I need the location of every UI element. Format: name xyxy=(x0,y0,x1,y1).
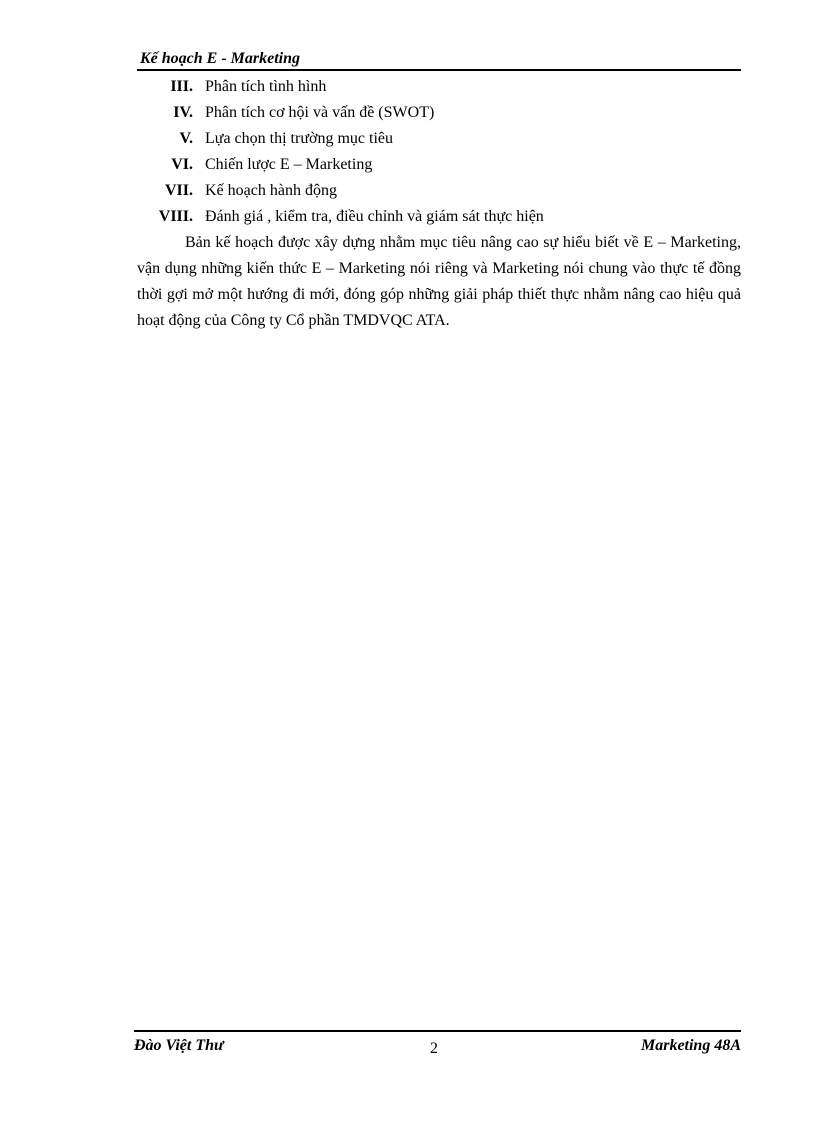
list-item-numeral: VIII. xyxy=(158,208,193,225)
page-number: 2 xyxy=(430,1040,438,1057)
list-item xyxy=(137,178,741,204)
section-list xyxy=(137,74,741,230)
list-item-text: Lựa chọn thị trường mục tiêu xyxy=(205,130,393,147)
list-item-numeral: IV. xyxy=(173,104,193,121)
list-item xyxy=(137,204,741,230)
list-item xyxy=(137,152,741,178)
footer-author: Đào Việt Thư xyxy=(134,1037,224,1054)
footer-divider xyxy=(134,1030,741,1032)
list-item-numeral: VII. xyxy=(164,182,193,199)
list-item-numeral: V. xyxy=(179,130,193,147)
list-item-text: Phân tích cơ hội và vấn đề (SWOT) xyxy=(205,104,435,121)
list-item-text: Chiến lược E – Marketing xyxy=(205,156,373,173)
header-divider xyxy=(137,69,741,71)
page-header xyxy=(137,48,741,70)
document-title: Kế hoạch E - Marketing xyxy=(140,50,301,67)
list-item xyxy=(137,100,741,126)
list-item xyxy=(137,74,741,100)
list-item-numeral: VI. xyxy=(171,156,193,173)
list-item-numeral: III. xyxy=(170,78,193,95)
list-item-text: Phân tích tình hình xyxy=(205,78,327,95)
list-item-text: Đánh giá , kiểm tra, điều chỉnh và giám sát thực hiện xyxy=(205,208,544,225)
body-paragraph: Bản kế hoạch được xây dựng nhằm mục tiêu nâng cao sự hiểu biết về E – Marketing, vận dụng những kiến thức E – Marketing nói riêng và Marketing nói chung vào thực tế đồng thời gợi mở một hướng đi mới, đóng góp những giải pháp thiết thực nhằm nâng cao hiệu quả hoạt động của Công ty Cổ phần TMDVQC ATA. xyxy=(137,234,741,329)
footer-class-name: Marketing 48A xyxy=(640,1037,741,1054)
list-item xyxy=(137,126,741,152)
list-item-text: Kế hoạch hành động xyxy=(205,182,337,199)
